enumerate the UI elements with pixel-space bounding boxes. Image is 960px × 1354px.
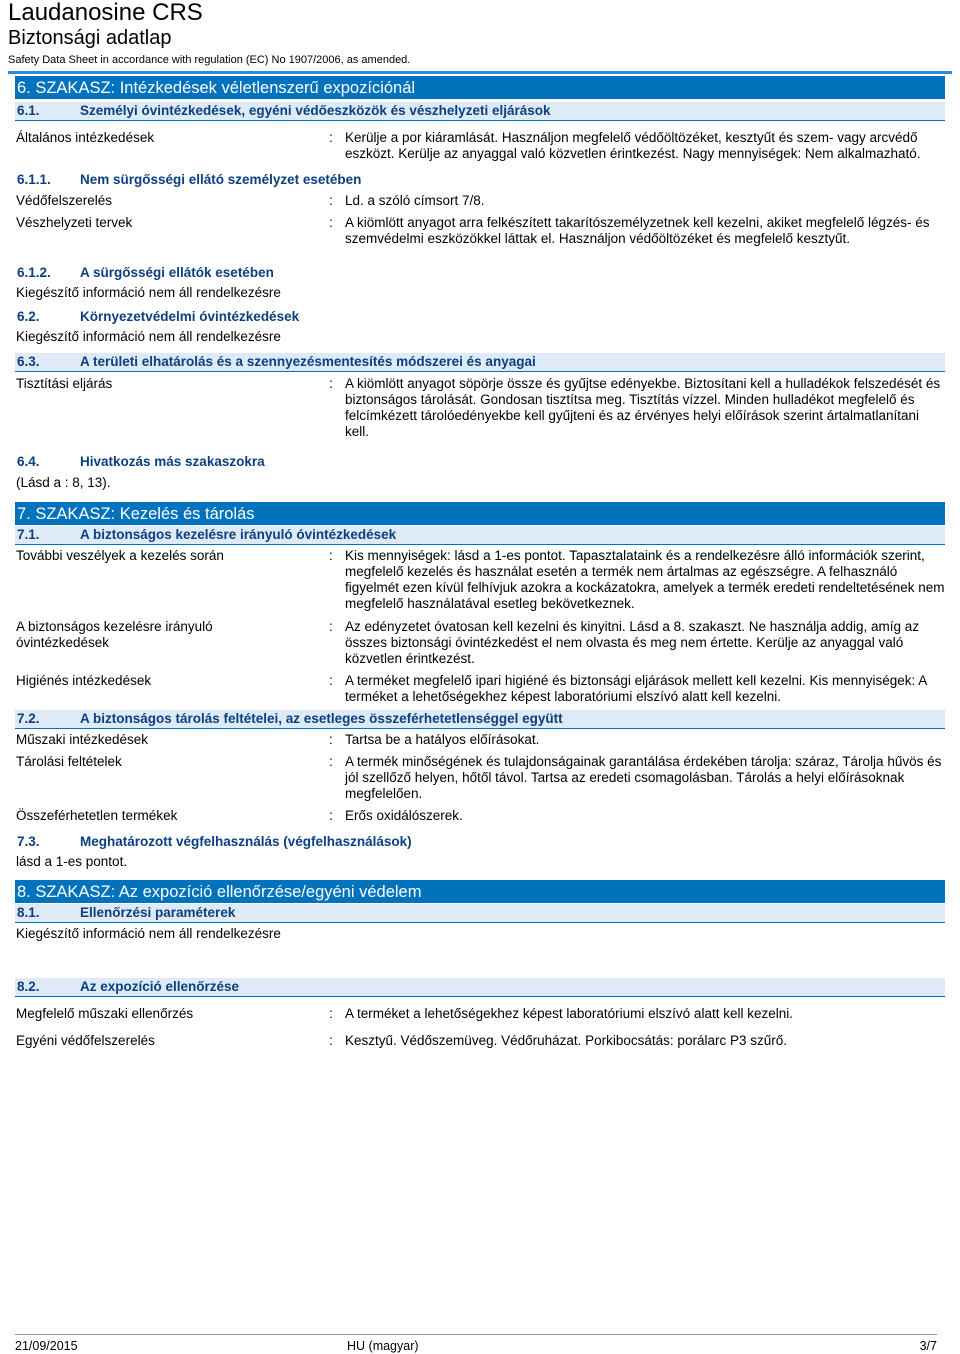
subsection-number: 6.1.1. [17,172,51,187]
field-label: Megfelelő műszaki ellenőrzés [16,1006,194,1021]
field-value: A termék minőségének és tulajdonságainak garantálása érdekében tárolja: száraz, Tárolja hűvös és jól szellőző helyen, hőtől távol. Tartsa az eredeti csomagolásban. Tárolás a helyi előírásoknak megfelelően. [345,754,942,801]
subsection-7-3 [15,833,945,850]
subsection-number: 7.3. [17,834,40,849]
field-colon: : [329,130,333,145]
subsection-title: Meghatározott végfelhasználás (végfelhasználások) [80,834,412,849]
field-value: Ld. a szóló címsort 7/8. [345,193,485,208]
subsection-6-3 [15,353,945,372]
subsection-title: Személyi óvintézkedések, egyéni védőeszközök és vészhelyzeti eljárások [80,103,551,118]
field-colon: : [329,376,333,391]
no-info-note: Kiegészítő információ nem áll rendelkezésre [16,285,281,300]
field-colon: : [329,1006,333,1021]
field-emergency-plans [15,215,945,247]
regulation-note: Safety Data Sheet in accordance with regulation (EC) No 1907/2006, as amended. [8,54,411,66]
product-name: Laudanosine CRS [8,0,203,26]
subsection-8-1 [15,904,945,923]
document-footer [15,1334,937,1353]
field-label: Összeférhetetlen termékek [16,808,178,823]
subsection-7-1 [15,526,945,545]
field-general-measures [15,130,945,162]
field-colon: : [329,619,333,634]
field-value: Kesztyű. Védőszemüveg. Védőruházat. Porkibocsátás: porálarc P3 szűrő. [345,1033,787,1048]
field-technical-measures [15,732,945,748]
section-6-heading: 6. SZAKASZ: Intézkedések véletlenszerű expozíciónál [15,76,945,99]
subsection-title: A biztonságos kezelésre irányuló óvintézkedések [80,527,397,542]
no-info-note: Kiegészítő információ nem áll rendelkezésre [16,329,281,344]
subsection-title: Az expozíció ellenőrzése [80,979,240,994]
field-personal-protective-equipment [15,1033,945,1049]
subsection-title: Hivatkozás más szakaszokra [80,454,265,469]
section-8-heading: 8. SZAKASZ: Az expozíció ellenőrzése/egyéni védelem [15,880,945,903]
field-label: Vészhelyzeti tervek [16,215,133,230]
subsection-number: 6.1.2. [17,265,51,280]
subsection-number: 8.2. [17,979,40,994]
field-value: Kis mennyiségek: lásd a 1-es pontot. Tapasztalataink és a rendelkezésre álló információk szerint, megfelelő kezelés és használat esetén a termék nem ártalmas az egészségre. A felhasználó figyelmét ezen kívül felhívjuk azokra a kockázatokra, amelyek a termék eredeti rendeltetésének nem megfelelő használatával esetleg bekövetkeznek. [345,548,945,611]
subsection-title: A sürgősségi ellátók esetében [80,265,274,280]
subsection-title: A biztonságos tárolás feltételei, az esetleges összeférhetetlenséggel együtt [80,711,563,726]
revision-date: 21/09/2015 [15,1339,78,1353]
field-colon: : [329,1033,333,1048]
field-hygiene-measures [15,673,945,705]
document-type: Biztonsági adatlap [8,27,172,49]
subsection-6-2 [15,308,945,325]
subsection-title: A területi elhatárolás és a szennyezésmentesítés módszerei és anyagai [80,354,536,369]
field-colon: : [329,754,333,769]
field-value: Az edényzetet óvatosan kell kezelni és kinyitni. Lásd a 8. szakaszt. Ne használja addig, amíg az összes biztonsági óvintézkedést el nem olvasta és meg nem értette. Kerülje az anyaggal való közvetlen érintkezést. [345,619,920,666]
subsection-6-4 [15,453,945,470]
language: HU (magyar) [347,1339,419,1353]
field-protective-equipment [15,193,945,209]
field-value: Kerülje a por kiáramlását. Használjon megfelelő védőöltözéket, kesztyűt és szem- vagy arcvédő eszközt. Kerülje az anyaggal való közvetlen érintkezést. Nagy mennyiségek: Nem alkalmazható. [345,130,921,161]
subsection-number: 7.2. [17,711,40,726]
field-colon: : [329,808,333,823]
field-value: Erős oxidálószerek. [345,808,463,823]
subsection-6-1-2 [15,264,945,281]
no-info-note: Kiegészítő információ nem áll rendelkezésre [16,926,281,941]
field-colon: : [329,732,333,747]
field-label: Egyéni védőfelszerelés [16,1033,155,1048]
subsection-number: 6.1. [17,103,40,118]
field-label: Higiénés intézkedések [16,673,152,688]
field-value: A kiömlött anyagot arra felkészített takarítószemélyzetnek kell kezelni, akiket megfelelő légzés- és szemvédelmi eszközökkel láttak el. Használjon védőöltözéket és megfelelő kesztyűt. [345,215,930,246]
field-incompatible-products [15,808,945,824]
field-value: A kiömlött anyagot söpörje össze és gyűjtse edényekbe. Biztosítani kell a hulladékok felszedését és biztonságos tárolását. Gondosan tisztítsa meg. Tisztítás vízzel. Minden hulladékot megfelelő és felcímkézett tárolóedényekbe kell gyűjteni és az érvényes helyi előírások szerint ártalmatlanítani kell. [345,376,941,439]
subsection-title: Ellenőrzési paraméterek [80,905,236,920]
document-header [8,0,952,74]
field-label: További veszélyek a kezelés során [16,548,224,563]
page-number: 3/7 [919,1339,937,1353]
subsection-title: Környezetvédelmi óvintézkedések [80,309,300,324]
field-storage-conditions [15,754,945,802]
field-label: Tisztítási eljárás [16,376,113,391]
subsection-number: 6.4. [17,454,40,469]
field-value: A terméket megfelelő ipari higiéné és biztonsági eljárások mellett kell kezelni. Kis mennyiségek: A terméket a lehetőségekhez képest laboratóriumi elszívó alatt kell kezelni. [345,673,927,704]
field-value: Tartsa be a hatályos előírásokat. [345,732,540,747]
field-engineering-controls [15,1006,945,1022]
subsection-number: 7.1. [17,527,40,542]
header-rule [8,71,952,74]
section-7-heading: 7. SZAKASZ: Kezelés és tárolás [15,502,945,525]
field-colon: : [329,548,333,563]
subsection-7-2 [15,710,945,729]
subsection-8-2 [15,978,945,997]
field-colon: : [329,193,333,208]
end-use-note: lásd a 1-es pontot. [16,854,128,869]
field-label: Általános intézkedések [16,130,155,145]
document-body [15,76,945,1049]
field-label: A biztonságos kezelésre irányuló óvintézkedések [16,619,213,650]
subsection-number: 6.2. [17,309,40,324]
field-handling-hazards [15,548,945,612]
subsection-number: 8.1. [17,905,40,920]
subsection-6-1-1 [15,171,945,188]
field-safe-handling [15,619,945,667]
subsection-title: Nem sürgősségi ellátó személyzet esetében [80,172,362,187]
field-label: Műszaki intézkedések [16,732,149,747]
field-label: Tárolási feltételek [16,754,122,769]
field-colon: : [329,215,333,230]
field-label: Védőfelszerelés [16,193,113,208]
field-colon: : [329,673,333,688]
cross-reference: (Lásd a : 8, 13). [16,475,111,490]
subsection-number: 6.3. [17,354,40,369]
field-value: A terméket a lehetőségekhez képest laboratóriumi elszívó alatt kell kezelni. [345,1006,793,1021]
field-cleaning-procedure [15,376,945,440]
subsection-6-1 [15,102,945,121]
